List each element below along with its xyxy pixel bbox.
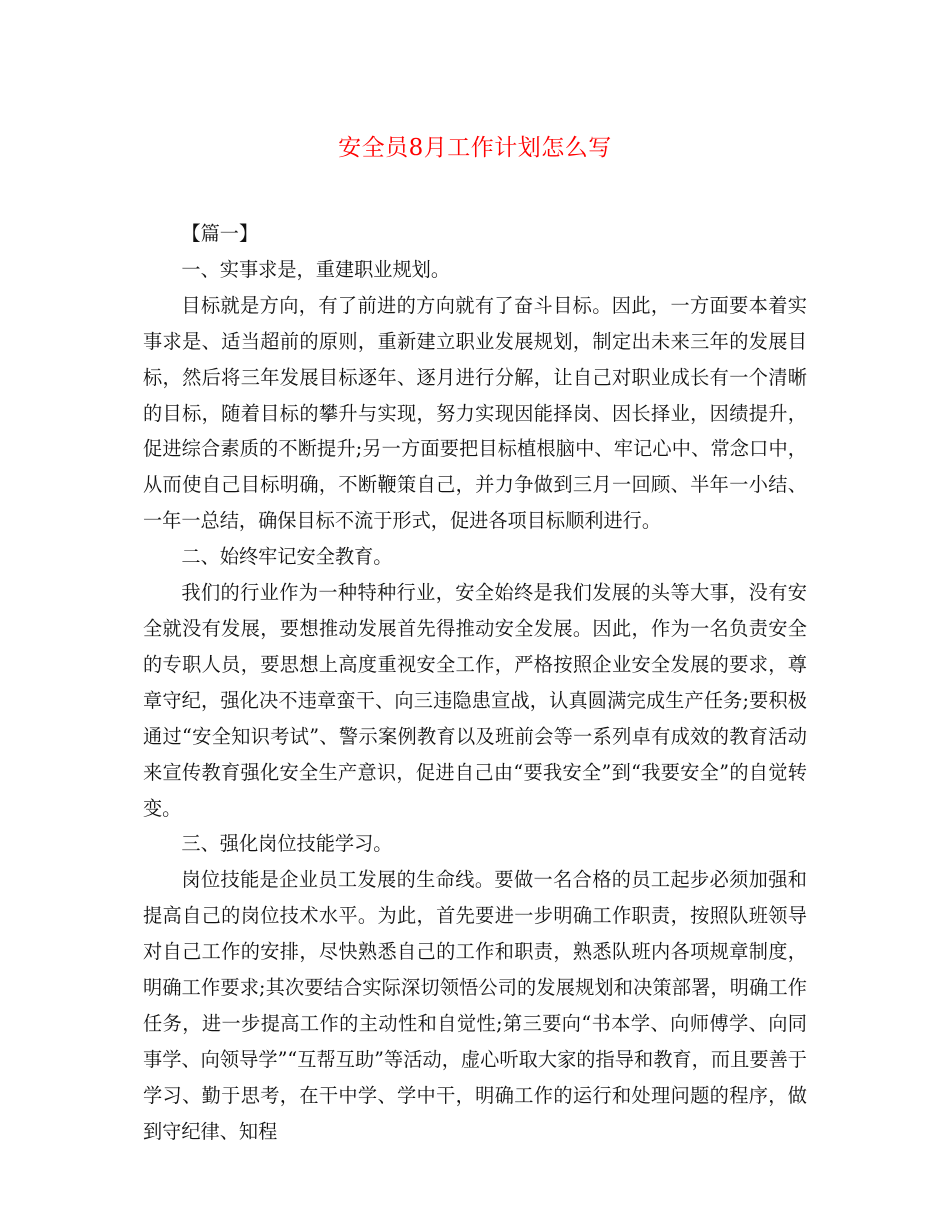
paragraph-2: 我们的行业作为一种特种行业，安全始终是我们发展的头等大事，没有安全就没有发展，要想推动发展首先得推动安全发展。因此，作为一名负责安全的专职人员，要思想上高度重视安全工作，严格按照企业安全发展的要求，尊章守纪，强化决不违章蛮干、向三违隐患宣战，认真圆满完成生产任务;要积极通过“安全知识考试”、警示案例教育以及班前会等一系列卓有成效的教育活动来宣传教育强化安全生产意识，促进自己由“要我安全”到“我要安全”的自觉转变。 — [143, 581, 807, 820]
heading-2: 二、始终牢记安全教育。 — [181, 545, 393, 569]
document-title: 安全员8月工作计划怎么写 — [338, 135, 612, 161]
paragraph-3: 岗位技能是企业员工发展的生命线。要做一名合格的员工起步必须加强和提高自己的岗位技术水平。为此，首先要进一步明确工作职责，按照队班领导对自己工作的安排，尽快熟悉自己的工作和职责，熟悉队班内各项规章制度，明确工作要求;其次要结合实际深切领悟公司的发展规划和决策部署，明确工作任务，进一步提高工作的主动性和自觉性;第三要向“书本学、向师傅学、向同事学、向领导学”“互帮互助”等活动，虚心听取大家的指导和教育，而且要善于学习、勤于思考，在干中学、学中干，明确工作的运行和处理问题的程序，做到守纪律、知程 — [143, 868, 807, 1143]
heading-1: 一、实事求是，重建职业规划。 — [181, 257, 451, 281]
section-tag: 【篇一】 — [181, 222, 259, 245]
paragraph-1: 目标就是方向，有了前进的方向就有了奋斗目标。因此，一方面要本着实事求是、适当超前的原则，重新建立职业发展规划，制定出未来三年的发展目标，然后将三年发展目标逐年、逐月进行分解，让自己对职业成长有一个清晰的目标，随着目标的攀升与实现，努力实现因能择岗、因长择业，因绩提升，促进综合素质的不断提升;另一方面要把目标植根脑中、牢记心中、常念口中，从而使自己目标明确，不断鞭策自己，并力争做到三月一回顾、半年一小结、一年一总结，确保目标不流于形式，促进各项目标顺利进行。 — [143, 293, 807, 533]
heading-3: 三、强化岗位技能学习。 — [181, 832, 393, 856]
document-body — [143, 216, 807, 1150]
